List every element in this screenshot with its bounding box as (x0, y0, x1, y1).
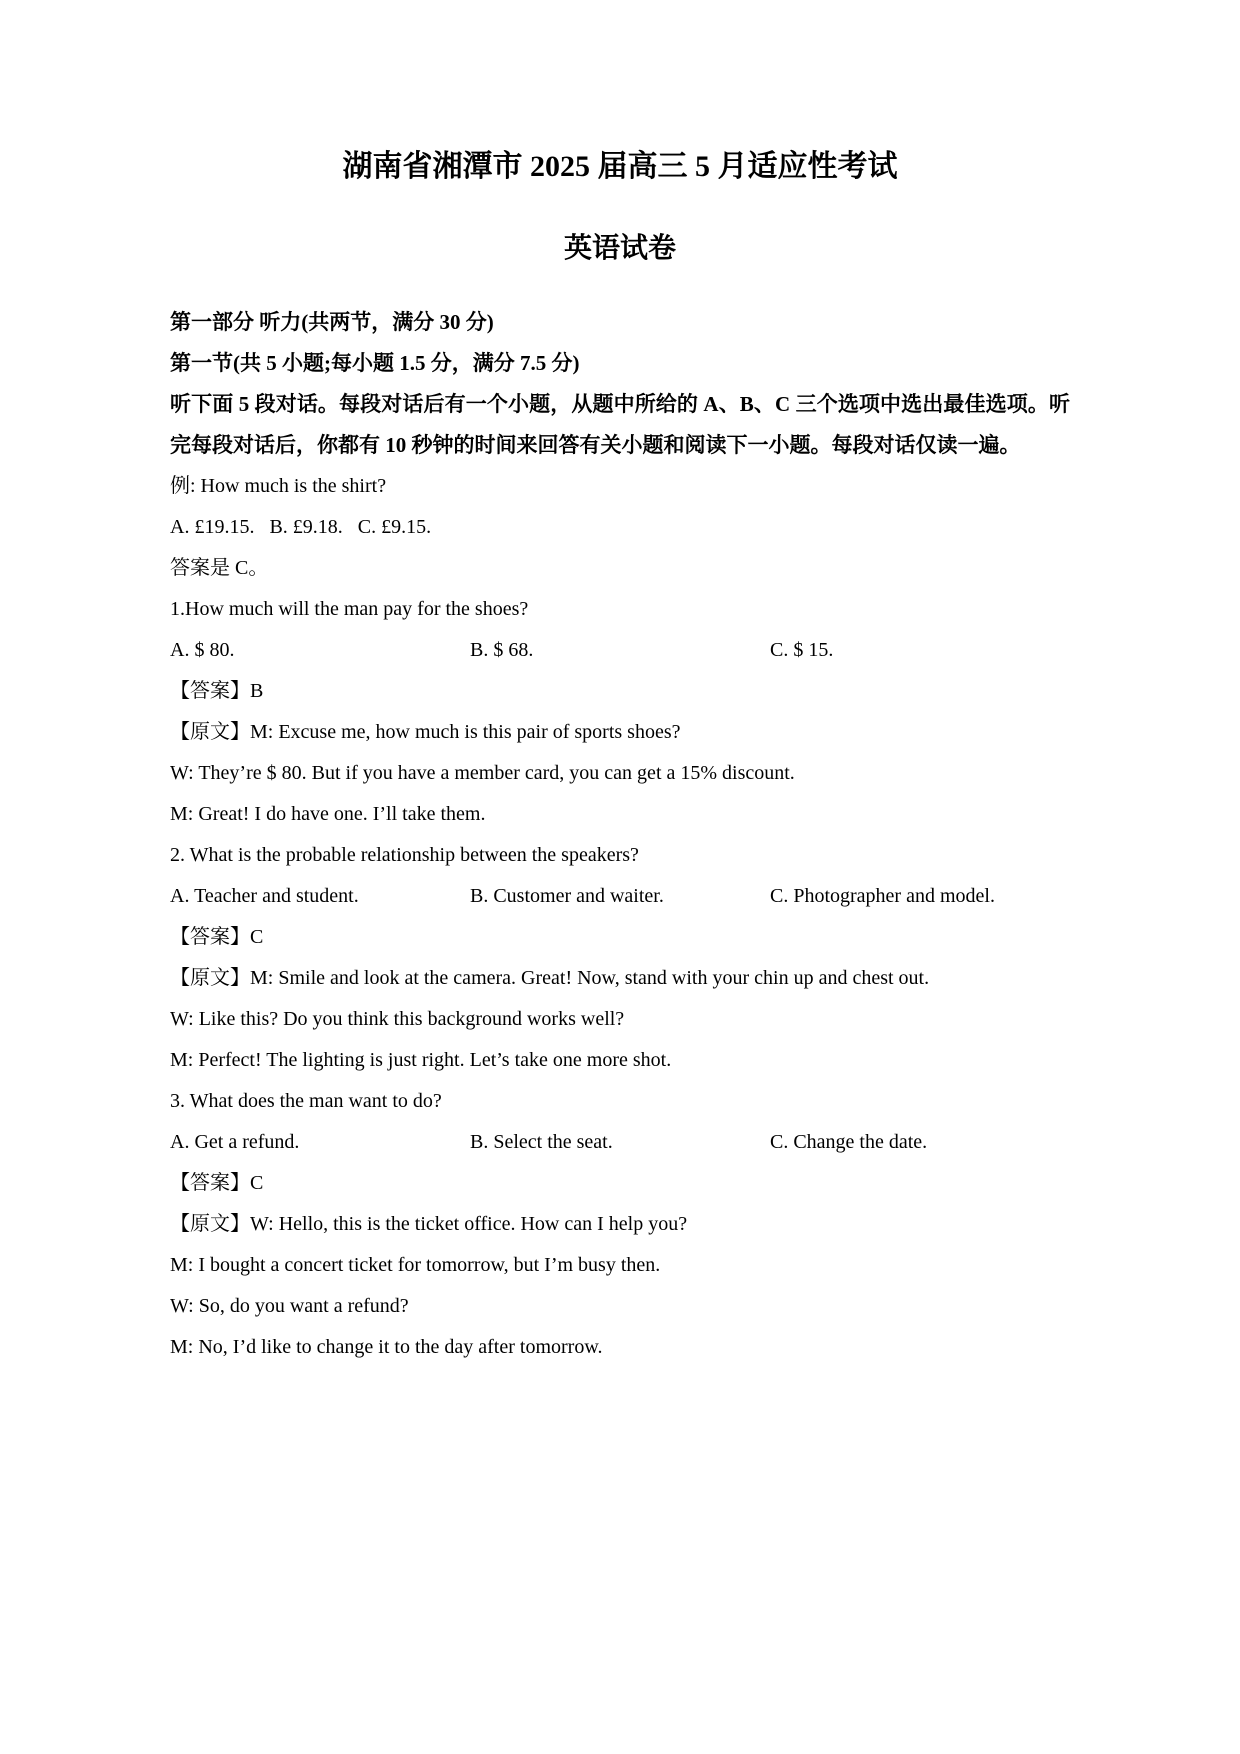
option-c: C. Photographer and model. (770, 885, 995, 907)
option-c: C. $ 15. (770, 639, 834, 661)
section1-heading: 第一节(共 5 小题;每小题 1.5 分，满分 7.5 分) (170, 351, 580, 375)
question-block-3 (170, 1081, 1070, 1368)
question-text: 1.How much will the man pay for the shoes? (170, 598, 529, 620)
transcript-line: W: Like this? Do you think this background works well? (170, 1008, 625, 1030)
doc-title: 湖南省湘潭市 2025 届高三 5 月适应性考试 (342, 150, 898, 183)
option-a: A. Get a refund. (170, 1131, 300, 1153)
transcript-line: M: I bought a concert ticket for tomorrow, but I’m busy then. (170, 1254, 661, 1276)
option-c: C. Change the date. (770, 1131, 928, 1153)
option-b: B. Customer and waiter. (470, 885, 664, 907)
answer-line: 【答案】C (170, 1172, 264, 1194)
transcript-line: 【原文】W: Hello, this is the ticket office. How can I help you? (170, 1213, 688, 1235)
part1-heading: 第一部分 听力(共两节，满分 30 分) (170, 310, 494, 334)
transcript-line: 【原文】M: Excuse me, how much is this pair of sports shoes? (170, 721, 681, 743)
option-a: A. $ 80. (170, 639, 235, 661)
transcript-line: W: They’re $ 80. But if you have a member card, you can get a 15% discount. (170, 762, 795, 784)
options-row (170, 630, 1070, 671)
question-text: 2. What is the probable relationship between the speakers? (170, 844, 639, 866)
transcript-line: M: No, I’d like to change it to the day after tomorrow. (170, 1336, 603, 1358)
listening-instructions: 听下面 5 段对话。每段对话后有一个小题，从题中所给的 A、B、C 三个选项中选出最佳选项。听完每段对话后，你都有 10 秒钟的时间来回答有关小题和阅读下一小题。每段对话仅读一遍。 (170, 392, 1070, 457)
answer-line: 【答案】B (170, 680, 264, 702)
example-answer-note: 答案是 C。 (170, 557, 269, 579)
example-block (170, 466, 1070, 589)
doc-subtitle: 英语试卷 (563, 233, 676, 264)
transcript-line: M: Perfect! The lighting is just right. Let’s take one more shot. (170, 1049, 672, 1071)
question-block-2 (170, 835, 1070, 1081)
transcript-line: 【原文】M: Smile and look at the camera. Great! Now, stand with your chin up and chest out. (170, 967, 930, 989)
answer-line: 【答案】C (170, 926, 264, 948)
option-b: B. Select the seat. (470, 1131, 613, 1153)
question-block-1 (170, 589, 1070, 835)
option-b: B. $ 68. (470, 639, 534, 661)
example-question: 例: How much is the shirt? (170, 475, 387, 497)
example-options: A. £19.15. B. £9.18. C. £9.15. (170, 516, 432, 538)
options-row (170, 1122, 1070, 1163)
question-text: 3. What does the man want to do? (170, 1090, 442, 1112)
transcript-line: W: So, do you want a refund? (170, 1295, 409, 1317)
options-row (170, 876, 1070, 917)
transcript-line: M: Great! I do have one. I’ll take them. (170, 803, 486, 825)
option-a: A. Teacher and student. (170, 885, 359, 907)
